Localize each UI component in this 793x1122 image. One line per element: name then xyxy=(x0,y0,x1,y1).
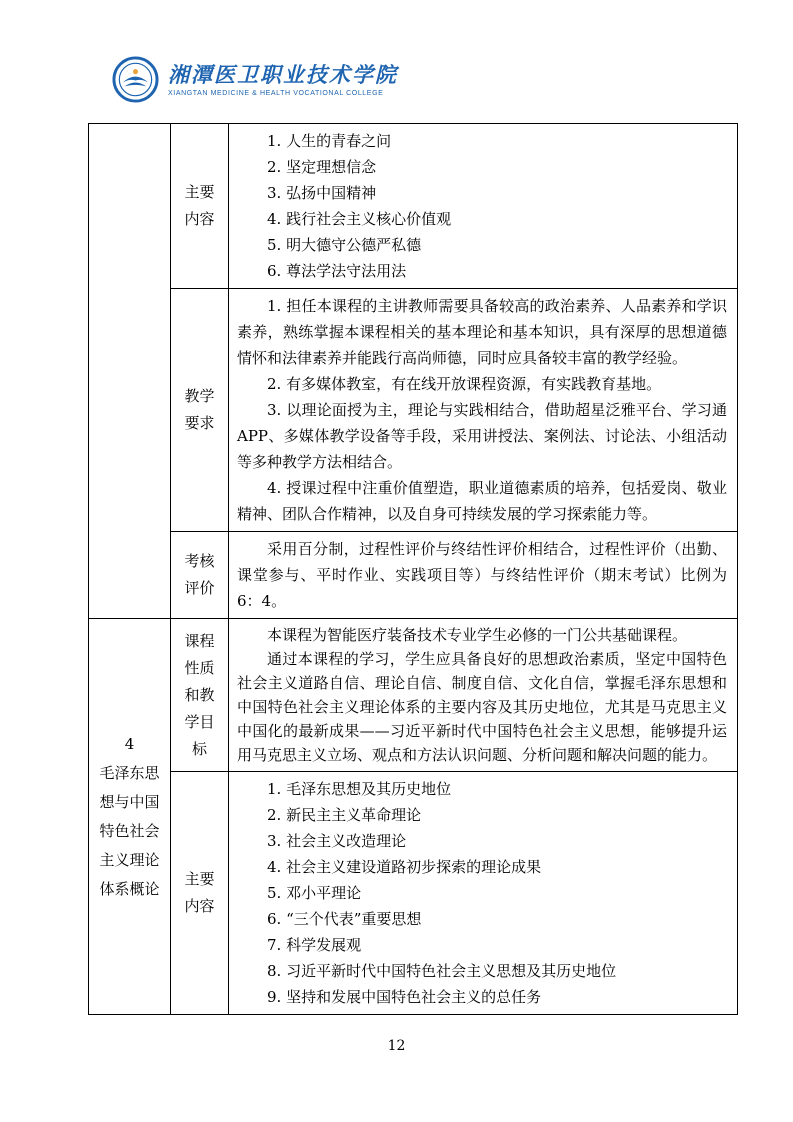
content-cell-teaching-requirements xyxy=(229,289,738,532)
content-list-item: 9. 坚持和发展中国特色社会主义的总任务 xyxy=(267,988,542,1006)
content-list-item: 4. 社会主义建设道路初步探索的理论成果 xyxy=(267,858,542,876)
course-cell-empty xyxy=(89,124,171,619)
content-cell-assessment xyxy=(229,532,738,619)
logo-subtitle: XIANGTAN MEDICINE & HEALTH VOCATIONAL COLLEGE xyxy=(168,90,384,98)
content-cell-main-content xyxy=(229,124,738,289)
content-paragraph: 采用百分制，过程性评价与终结性评价相结合，过程性评价（出勤、课堂参与、平时作业、实践项目等）与终结性评价（期末考试）比例为 6：4。 xyxy=(237,540,727,610)
page-number: 12 xyxy=(387,1038,406,1054)
content-paragraph: 2. 有多媒体教室，有在线开放课程资源，有实践教育基地。 xyxy=(267,375,662,393)
course-number: 4 xyxy=(124,734,135,753)
table-row xyxy=(89,124,738,289)
content-list-item: 6. “三个代表”重要思想 xyxy=(267,910,422,928)
row-label-main-content: 主要内容 xyxy=(171,124,229,289)
course-syllabus-table xyxy=(88,123,738,1015)
content-list-item: 3. 社会主义改造理论 xyxy=(267,832,407,850)
college-logo-icon xyxy=(112,56,159,103)
content-list-item: 2. 坚定理想信念 xyxy=(267,158,377,176)
row-label-teaching-requirements: 教学要求 xyxy=(171,289,229,532)
course-name: 毛泽东思想与中国特色社会主义理论体系概论 xyxy=(99,763,160,898)
content-list-item: 3. 弘扬中国精神 xyxy=(267,184,377,202)
content-paragraph: 本课程为智能医疗装备技术专业学生必修的一门公共基础课程。 xyxy=(267,626,688,644)
content-list-item: 2. 新民主主义革命理论 xyxy=(267,806,422,824)
table-row xyxy=(89,532,738,619)
content-list-item: 5. 明大德守公德严私德 xyxy=(267,236,422,254)
college-logo xyxy=(112,56,398,103)
row-label-course-nature-goals: 课程性质和教学目标 xyxy=(171,619,229,772)
content-paragraph: 1. 担任本课程的主讲教师需要具备较高的政治素养、人品素养和学识素养，熟练掌握本课程相关的基本理论和基本知识，具有深厚的思想道德情怀和法律素养并能践行高尚师德，同时应具备较丰富的教学经验。 xyxy=(237,297,727,367)
content-list-item: 5. 邓小平理论 xyxy=(267,884,362,902)
content-paragraph: 通过本课程的学习，学生应具备良好的思想政治素质，坚定中国特色社会主义道路自信、理论自信、制度自信、文化自信，掌握毛泽东思想和中国特色社会主义理论体系的主要内容及其历史地位，尤其是马克思主义中国化的最新成果——习近平新时代中国特色社会主义思想，能够提升运用马克思主义立场、观点和方法认识问题、分析问题和解决问题的能力。 xyxy=(237,650,727,764)
course-cell xyxy=(89,619,171,1015)
table-row xyxy=(89,619,738,772)
table-row xyxy=(89,289,738,532)
logo-title: 湘潭医卫职业技术学院 xyxy=(168,61,398,87)
content-list-item: 8. 习近平新时代中国特色社会主义思想及其历史地位 xyxy=(267,962,617,980)
content-list-item: 6. 尊法学法守法用法 xyxy=(267,262,407,280)
table-row xyxy=(89,772,738,1015)
logo-text-block xyxy=(168,62,398,97)
row-label-main-content-2: 主要内容 xyxy=(171,772,229,1015)
content-paragraph: 3. 以理论面授为主，理论与实践相结合，借助超星泛雅平台、学习通 APP、多媒体教学设备等手段，采用讲授法、案例法、讨论法、小组活动等多种教学方法相结合。 xyxy=(237,401,727,471)
content-cell-main-content-2 xyxy=(229,772,738,1015)
content-list-item: 1. 毛泽东思想及其历史地位 xyxy=(267,780,452,798)
row-label-assessment: 考核评价 xyxy=(171,532,229,619)
content-paragraph: 4. 授课过程中注重价值塑造，职业道德素质的培养，包括爱岗、敬业精神、团队合作精神，以及自身可持续发展的学习探索能力等。 xyxy=(237,479,727,523)
content-list-item: 4. 践行社会主义核心价值观 xyxy=(267,210,452,228)
content-list-item: 7. 科学发展观 xyxy=(267,936,362,954)
content-cell-course-nature-goals xyxy=(229,619,738,772)
content-list-item: 1. 人生的青春之问 xyxy=(267,132,392,150)
